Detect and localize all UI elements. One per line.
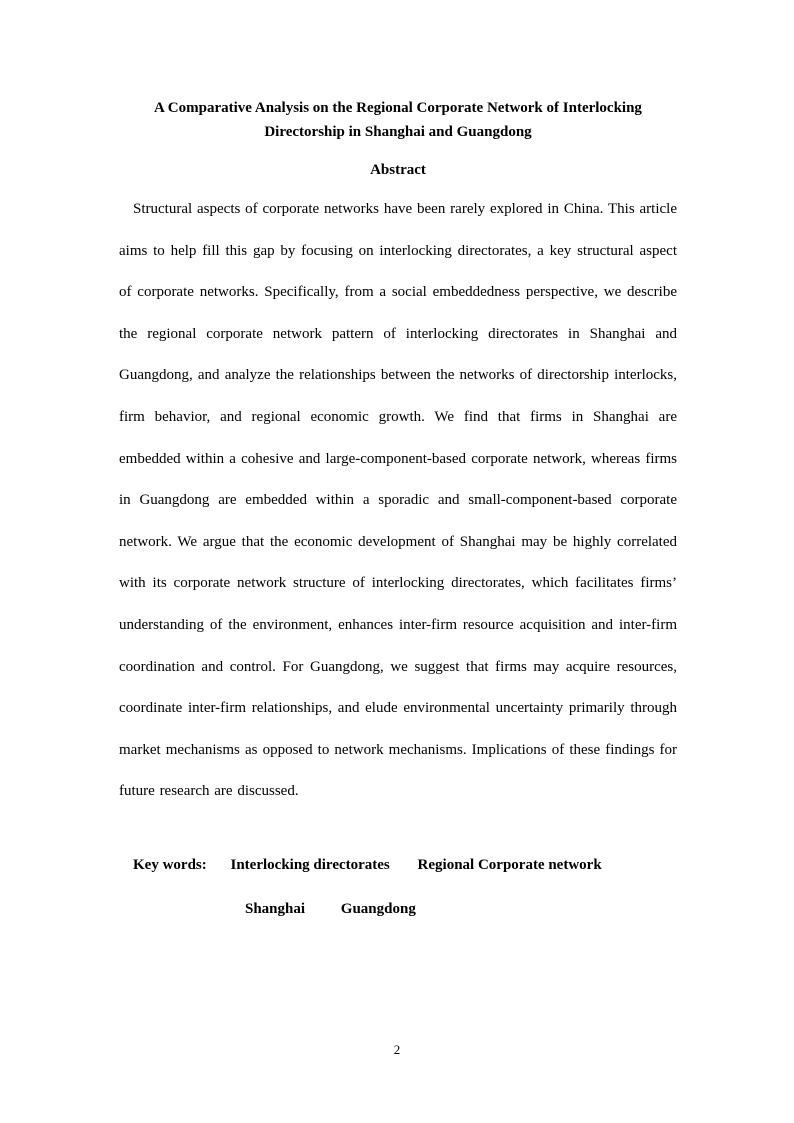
keyword-item: Shanghai (245, 901, 306, 917)
abstract-heading: Abstract (370, 162, 426, 178)
abstract-text: Structural aspects of corporate networks have been rarely explored in China. This article aims to help fill this gap by focusing on interlocking directorates, a key structural aspect of corporate networks. Specifically, from a social embeddedness perspective, we describe the regional corporate network pattern of interlocking directorates in Shanghai and Guangdong, and analyze the relationships between the networks of directorship interlocks, firm behavior, and regional economic growth. We find that firms in Shanghai are embedded within a cohesive and large-component-based corporate network, whereas firms in Guangdong are embedded within a sporadic and small-component-based corporate network. We argue that the economic development of Shanghai may be highly correlated with its corporate network structure of interlocking directorates, which facilitates firms’ understanding of the environment, enhances inter-firm resource acquisition and inter-firm coordination and control. For Guangdong, we suggest that firms may acquire resources, coordinate inter-firm relationships, and elude environmental uncertainty primarily through market mechanisms as opposed to network mechanisms. Implications of these findings for future research are discussed. (119, 201, 677, 800)
paper-title (119, 96, 677, 144)
paper-title-line-1: A Comparative Analysis on the Regional Corporate Network of Interlocking (154, 100, 642, 116)
keywords-line-2 (245, 897, 448, 921)
keyword-item: Guangdong (340, 901, 416, 917)
keyword-item: Regional Corporate network (417, 857, 602, 873)
page-number: 2 (393, 1042, 401, 1057)
keywords-line-1 (133, 853, 677, 877)
paper-title-line-2: Directorship in Shanghai and Guangdong (264, 124, 532, 140)
keyword-item: Interlocking directorates (230, 857, 390, 873)
keywords-label: Key words: (133, 857, 207, 873)
